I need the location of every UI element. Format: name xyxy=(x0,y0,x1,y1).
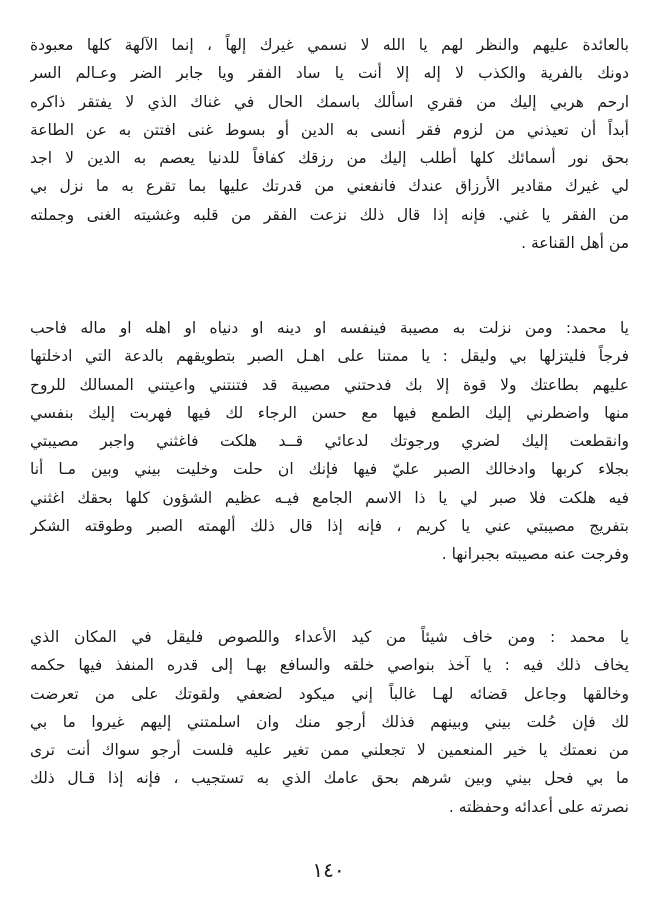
text-line: من الفقر يا غني. فإنه إذا قال ذلك نزعت الفقر من قلبه وغشيته الغنى وجملته xyxy=(30,205,629,224)
page-number: ١٤٠ xyxy=(312,858,345,882)
text-line: بجلاء كربها وادخالك الصبر عليّ فيها فإنك ان حلت وخليت بيني وبين مـا أنا xyxy=(30,460,629,479)
text-line: ارحم هربي إليك من فقري اسألك باسمك الحال في غناك الذي لا يفتقر ذاكره xyxy=(30,92,629,111)
text-line: بالعائدة عليهم والنظر لهم يا الله لا نسمي غيرك إلهاً ، إنما الآلهة كلها معبودة xyxy=(30,36,629,54)
text-line: منها واضطرني إليك الطمع فيها مع حسن الرجاء لك فيها فهربت إليك بنفسي xyxy=(30,403,629,422)
text-line: يا محمد: ومن نزلت به مصيبة فينفسه او دينه او دنياه او اهله او ماله فاحب xyxy=(30,319,629,337)
text-line: فيه هلكت فلا صبر لي يا ذا الاسم الجامع فيـه عظيم الشؤون كلها بحقك اغثني xyxy=(30,488,629,507)
text-line: لي غيرك مقادير الأرزاق عندك فانفعني من قدرتك عليها بما تقرع به ما نزل بي xyxy=(30,177,629,196)
text-line: ما بي فحل بيني وبين شرهم بحق عامك الذي به تستجيب ، فإنه إذا قـال ذلك xyxy=(30,769,629,788)
paragraph-enemies-prayer xyxy=(30,623,629,821)
text-line: نصرته على أعدائه وحفظته . xyxy=(448,797,629,816)
text-line: وخالقها وجاعل قضائه لهـا غالباً إني ميكود لضعفي ولقوتك على من تعرضت xyxy=(30,684,629,703)
text-line: أبداً أن تعيذني من لزوم فقر أنسى به الدين أو بسوط غنى افتتن به عن الطاعة xyxy=(30,120,629,139)
text-line: يا محمد : ومن خاف شيئاً من كيد الأعداء واللصوص فليقل في المكان الذي xyxy=(30,628,629,646)
text-line: لك فإن حُلت بيني وبينهم فذلك أرجو منك وان اسلمتني إليهم غيروا ما بي xyxy=(30,712,629,731)
text-line: وفرجت عنه مصيبته بجبرانها . xyxy=(441,545,629,564)
text-line: يخاف ذلك فيه : يا آخذ بنواصي خلقه والسافع بهـا إلى قدره المنفذ فيها حكمه xyxy=(30,656,629,675)
text-line: من نعمتك يا خير المنعمين لا تجعلني ممن تغير عليه فلست أرجو سواك أنت ترى xyxy=(30,741,629,760)
text-line: عليهم بطاعتك ولا قوة إلا بك فدحتني مصيبة قد فتنتني واعيتني المسالك للروح xyxy=(30,375,629,394)
text-line: من أهل القناعة . xyxy=(521,234,629,253)
text-line: بتفريج مصيبتي عني يا كريم ، فإنه إذا قال ذلك ألهمته الصبر وطوقته الشكر xyxy=(30,517,629,536)
paragraph-calamity-prayer xyxy=(30,314,629,569)
text-line: وانقطعت إليك لضري ورجوتك لدعائي قــد هلكت فاغثني واجبر مصيبتي xyxy=(30,432,629,451)
text-line: بحق نور أسمائك كلها أطلب إليك من رزقك كفافاً للدنيا يعصم به الدين لا اجد xyxy=(30,149,629,168)
text-line: دونك بالفرية والكذب لا إله إلا أنت يا ساد الفقر ويا جابر الضر وعـالم السر xyxy=(30,64,629,83)
text-line: فرجاً فليتزلها بي وليقل : يا ممتنا على اهـل الصبر بتطويقهم بالدعة التي ادخلتها xyxy=(30,347,629,366)
paragraph-poverty-prayer xyxy=(30,31,629,257)
